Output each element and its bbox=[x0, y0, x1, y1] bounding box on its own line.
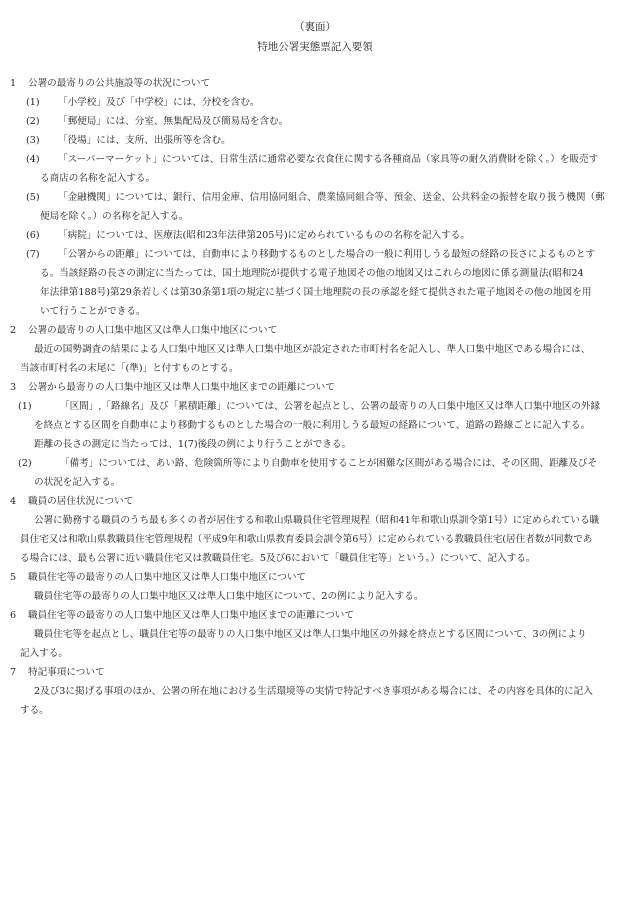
list-item: (5) 「金融機関」については、銀行、信用金庫、信用協同組合、農業協同組合等、預金、送金、公共料金の振替を取り扱う機関（郵 bbox=[26, 192, 605, 203]
section-heading: 2 公署の最寄りの人口集中地区又は準人口集中地区について bbox=[10, 325, 278, 336]
paragraph-line: 員住宅又は和歌山県教職員住宅管理規程（平成9年和歌山県教育委員会訓令第6号）に定められている教職員住宅(居住者数が同数であ bbox=[20, 534, 593, 545]
list-item-continuation: を終点とする区間を自動車により移動するものとした場合の一般に利用しうる最短の経路について、道路の路線ごとに記入する。 bbox=[34, 420, 591, 431]
list-item-continuation: 年法律第188号)第29条若しくは第30条第1項の規定に基づく国土地理院の長の承認を経て提供された電子地図その他の地図を用 bbox=[40, 287, 592, 298]
section-heading: 7 特記事項について bbox=[10, 667, 105, 678]
section-heading: 6 職員住宅等の最寄りの人口集中地区又は準人口集中地区までの距離について bbox=[10, 610, 354, 621]
list-item: (1) 「区間」,「路線名」及び「累積距離」については、公署を起点とし、公署の最寄りの人口集中地区又は準人口集中地区の外縁 bbox=[18, 401, 601, 412]
list-item-continuation: る商店の名称を記入する。 bbox=[40, 173, 156, 184]
list-item: (4) 「スーパーマーケット」については、日常生活に通常必要な衣食住に関する各種商品（家具等の耐久消費財を除く。）を販売す bbox=[26, 154, 599, 165]
list-item-continuation: いて行うことができる。 bbox=[40, 306, 146, 317]
list-item: (7) 「公署からの距離」については、自動車により移動するものとした場合の一般に利用しうる最短の経路の長さによるものとす bbox=[26, 249, 596, 260]
paragraph-line: 職員住宅等の最寄りの人口集中地区又は準人口集中地区について、2の例により記入する。 bbox=[34, 591, 424, 602]
paragraph-line: 当該市町村名の末尾に「(準)」と付すものとする。 bbox=[20, 363, 239, 374]
list-item: (2) 「備考」については、あい路、危険箇所等により自動車を使用することが困難な区間がある場合には、その区間、距離及びそ bbox=[18, 458, 598, 469]
list-item-continuation: 距離の長さの測定に当たっては、1(7)後段の例により行うことができる。 bbox=[34, 439, 352, 450]
list-item: (6) 「病院」については、医療法(昭和23年法律第205号)に定められているものの名称を記入する。 bbox=[26, 230, 470, 241]
list-item: (1) 「小学校」及び「中学校」には、分校を含む。 bbox=[26, 97, 260, 108]
list-item-continuation: る。当該経路の長さの測定に当たっては、国土地理院が提供する電子地図その他の地図又はこれらの地図に係る測量法(昭和24 bbox=[40, 268, 584, 279]
paragraph-line: 記入する。 bbox=[20, 648, 68, 659]
document-title: 特地公署実態票記入要領 bbox=[257, 41, 373, 53]
section-heading: 3 公署から最寄りの人口集中地区又は準人口集中地区までの距離について bbox=[10, 382, 335, 393]
paragraph-line: る場合には、最も公署に近い職員住宅又は教職員住宅。5及び6において「職員住宅等」という。）について、記入する。 bbox=[20, 553, 536, 564]
section-heading: 5 職員住宅等の最寄りの人口集中地区又は準人口集中地区について bbox=[10, 572, 307, 583]
list-item-continuation: の状況を記入する。 bbox=[34, 477, 121, 488]
section-heading: 1 公署の最寄りの公共施設等の状況について bbox=[10, 78, 211, 89]
list-item: (3) 「役場」には、支所、出張所等を含む。 bbox=[26, 135, 231, 146]
paragraph-line: 2及び3に掲げる事項のほか、公署の所在地における生活環境等の実情で特記すべき事項がある場合には、その内容を具体的に記入 bbox=[34, 686, 593, 697]
paragraph-line: する。 bbox=[20, 705, 49, 716]
paragraph-line: 公署に勤務する職員のうち最も多くの者が居住する和歌山県職員住宅管理規程（昭和41年和歌山県訓令第1号）に定められている職 bbox=[34, 515, 600, 526]
paragraph-line: 職員住宅等を起点とし、職員住宅等の最寄りの人口集中地区又は準人口集中地区の外縁を終点とする区間について、3の例により bbox=[34, 629, 587, 640]
page-side-tag: （裏面） bbox=[294, 21, 336, 33]
section-heading: 4 職員の居住状況について bbox=[10, 496, 134, 507]
list-item: (2) 「郵便局」には、分室、無集配局及び簡易局を含む。 bbox=[26, 116, 289, 127]
list-item-continuation: 便局を除く。）の名称を記入する。 bbox=[40, 211, 189, 222]
paragraph-line: 最近の国勢調査の結果による人口集中地区又は準人口集中地区が設定された市町村名を記入し、準人口集中地区である場合には、 bbox=[34, 344, 591, 355]
document-body bbox=[10, 74, 620, 720]
